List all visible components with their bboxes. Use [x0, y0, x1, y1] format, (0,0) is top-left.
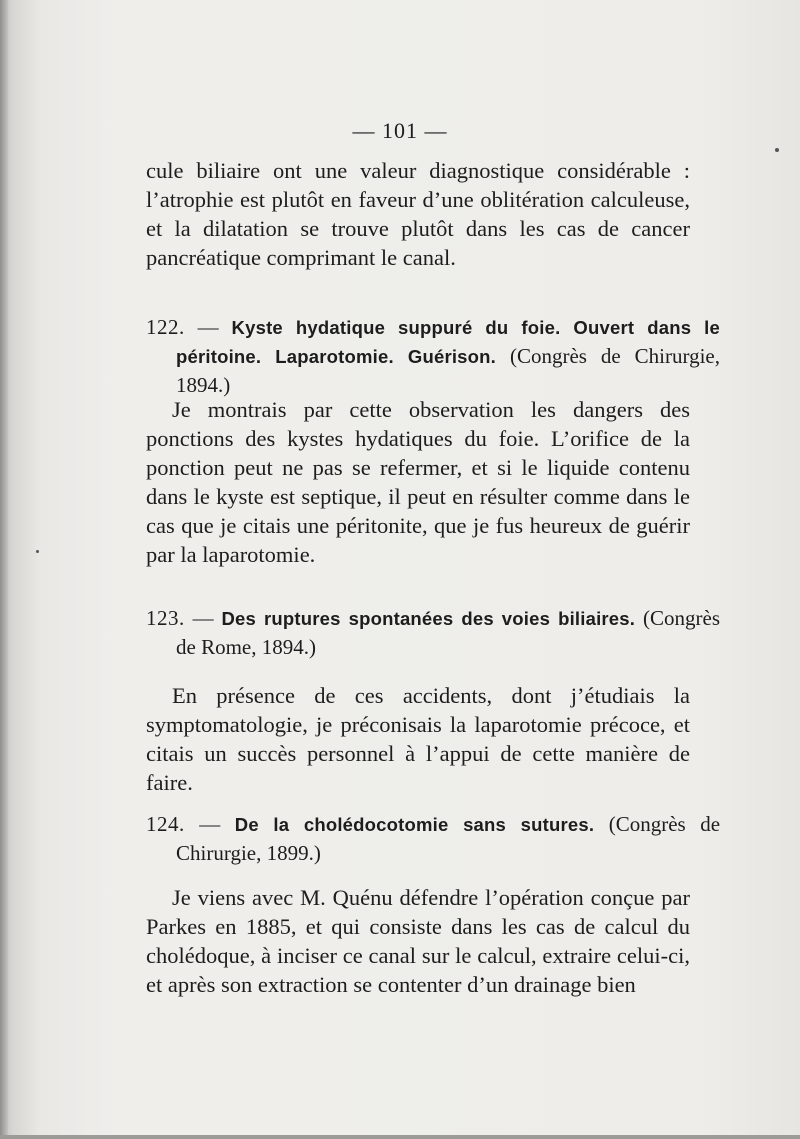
paragraph-124-body: Je viens avec M. Quénu défendre l’opération conçue par Parkes en 1885, et qui consiste dans les cas de calcul du cholédoque, à inciser ce canal sur le calcul, extraire celui-ci, et après son extraction se contenter d’un drainage bien: [146, 885, 690, 997]
entry-reference: (Congrès de Chirurgie, 1894.): [176, 344, 720, 397]
binding-shadow: [0, 0, 8, 1139]
entry-123: [146, 604, 720, 662]
paper-speck: [36, 550, 39, 553]
entry-title: Kyste hydatique suppuré du foie. Ouvert dans le péritoine. Laparotomie. Guérison.: [176, 317, 720, 367]
page-bottom-edge: [0, 1135, 800, 1139]
entry-number: 122.: [146, 315, 185, 339]
entry-dash: —: [184, 812, 235, 836]
paper-speck: [775, 148, 779, 152]
paragraph-123-body: En présence de ces accidents, dont j’étudiais la symptomatologie, je préconisais la laparotomie précoce, et citais un succès personnel à l’appui de cette manière de faire.: [146, 683, 690, 795]
paragraph-continuation: cule biliaire ont une valeur diagnostique considérable : l’atrophie est plutôt en faveur d’une oblitération calculeuse, et la dilatation se trouve plutôt dans les cas de cancer pancréatique comprimant le canal.: [146, 158, 690, 270]
entry-title: Des ruptures spontanées des voies biliaires.: [221, 608, 636, 629]
entry-number: 124.: [146, 812, 185, 836]
entry-124: [146, 810, 720, 868]
page-number: — 101 —: [352, 118, 448, 143]
entry-title: De la cholédocotomie sans sutures.: [234, 814, 595, 835]
paragraph-122-body: Je montrais par cette observation les dangers des ponctions des kystes hydatiques du foie. L’orifice de la ponction peut ne pas se refermer, et si le liquide contenu dans le kyste est septique, il peut en résulter comme dans le cas que je citais une péritonite, que je fus heureux de guérir par la laparotomie.: [146, 397, 690, 567]
entry-122: [146, 313, 720, 400]
entry-reference: (Congrès de Rome, 1894.): [176, 606, 720, 659]
entry-dash: —: [184, 606, 222, 630]
entry-number: 123.: [146, 606, 185, 630]
entry-reference: (Congrès de Chirurgie, 1899.): [176, 812, 721, 865]
entry-dash: —: [184, 315, 232, 339]
